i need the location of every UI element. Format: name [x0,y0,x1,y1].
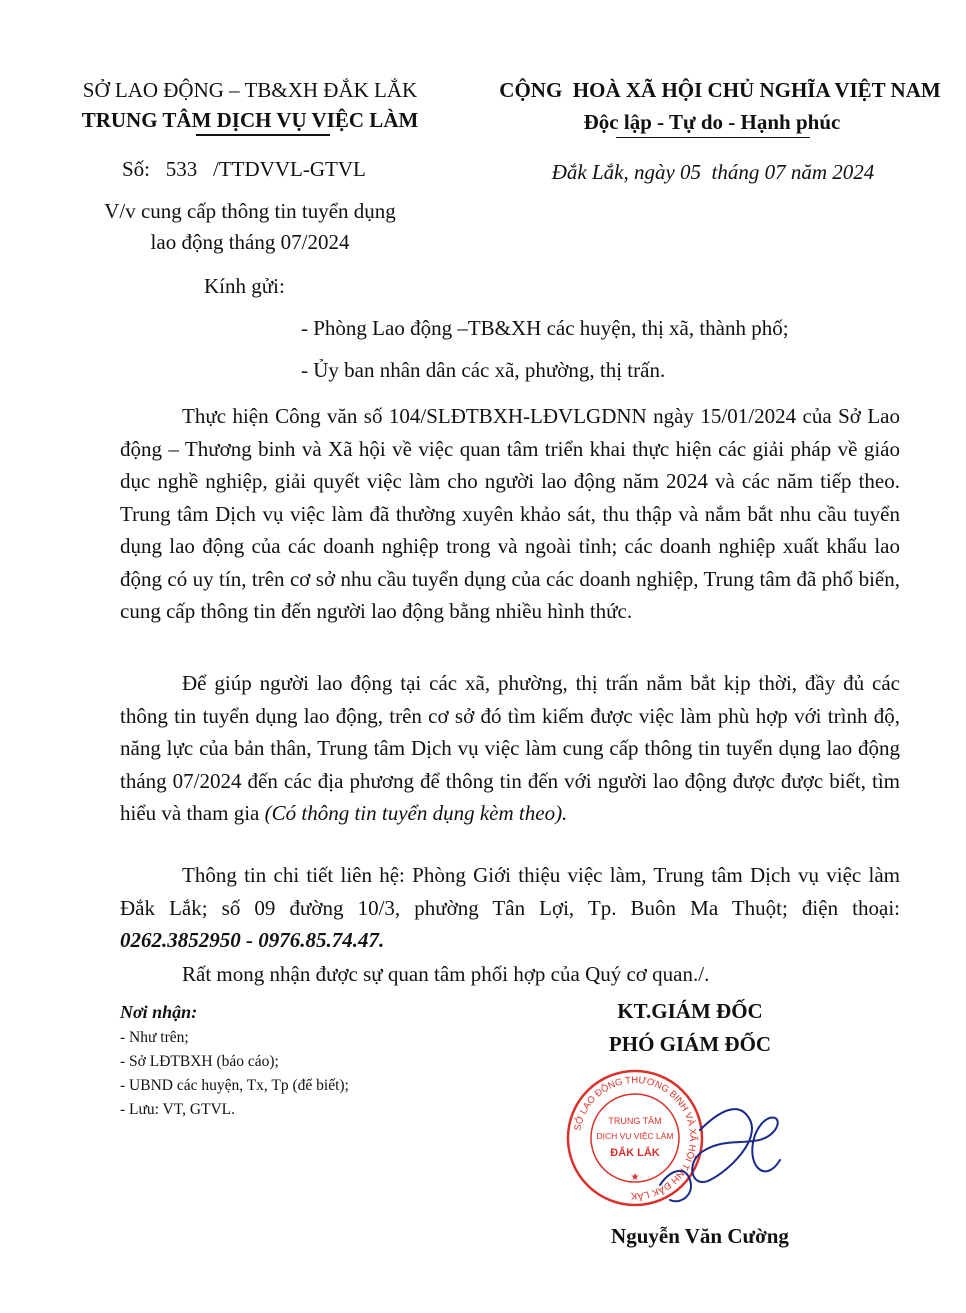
seal-text-2: DỊCH VỤ VIỆC LÀM [596,1131,674,1141]
signature-title-1: KT.GIÁM ĐỐC [617,999,763,1023]
handwritten-signature [590,1090,790,1220]
agency-name: SỞ LAO ĐỘNG – TB&XH ĐẮK LẮK [82,78,418,102]
signature-title-2: PHÓ GIÁM ĐỐC [608,1032,772,1056]
subject-line-1: V/v cung cấp thông tin tuyển dụng [104,199,396,223]
seal-text-3: ĐẮK LẮK [610,1147,660,1159]
recipient-item: - Lưu: VT, GTVL. [120,1101,236,1118]
body-paragraph-1: Thực hiện Công văn số 104/SLĐTBXH-LĐVLGDNN ngày 15/01/2024 của Sở Lao động – Thương binh và Xã hội về việc quan tâm triển khai thực hiện các giải pháp về giáo dục nghề nghiệp, giải quyết việc làm cho người lao động năm 2024 và các năm tiếp theo. Trung tâm Dịch vụ việc làm đã thường xuyên khảo sát, thu thập và nắm bắt nhu cầu tuyển dụng lao động của các doanh nghiệp trong và ngoài tỉnh; các doanh nghiệp xuất khẩu lao động có uy tín, trên cơ sở nhu cầu tuyển dụng của các doanh nghiệp, Trung tâm đã phổ biến, cung cấp thông tin đến người lao động bằng nhiều hình thức. [120,404,900,623]
motto-underline [616,137,810,138]
body-paragraph-2-text: Để giúp người lao động tại các xã, phường, thị trấn nắm bắt kịp thời, đầy đủ các thông tin tuyển dụng lao động, trên cơ sở đó tìm kiếm được việc làm phù hợp với trình độ, năng lực của bản thân, Trung tâm Dịch vụ việc làm cung cấp thông tin tuyển dụng lao động tháng 07/2024 đến các địa phương để thông tin đến với người lao động được được biết, tìm hiểu và tham gia [120,671,900,825]
national-title: CỘNG HOÀ XÃ HỘI CHỦ NGHĨA VIỆT NAM [499,78,941,102]
seal-text-1: TRUNG TÂM [608,1116,662,1126]
recipient-item: - Như trên; [120,1029,189,1046]
recipient-item: - Sở LĐTBXH (báo cáo); [120,1053,279,1070]
subject-line-2: lao động tháng 07/2024 [150,230,350,254]
seal-star-icon: ★ [630,1172,640,1183]
signer-name: Nguyễn Văn Cường [611,1224,789,1248]
body-paragraph-2-note: (Có thông tin tuyển dụng kèm theo). [264,801,568,825]
recipient-item: - UBND các huyện, Tx, Tp (để biết); [120,1077,349,1094]
center-name: TRUNG TÂM DỊCH VỤ VIỆC LÀM [81,108,419,132]
center-underline [196,134,330,136]
contact-phone: 0262.3852950 - 0976.85.74.47. [120,928,385,952]
body-paragraph-3 [120,859,900,957]
body-paragraph-2 [120,667,900,830]
document-number: Số: 533 /TTDVVL-GTVL [122,157,366,181]
addressee-2: - Ủy ban nhân dân các xã, phường, thị trấn. [301,358,666,382]
document-date: Đắk Lắk, ngày 05 tháng 07 năm 2024 [551,160,875,184]
seal-ring-text: SỞ LAO ĐỘNG THƯƠNG BINH VÀ XÃ HỘI TỈNH ĐẮK LẮK [572,1074,699,1202]
addressee-1: - Phòng Lao động –TB&XH các huyện, thị xã, thành phố; [301,316,789,340]
contact-text: Thông tin chi tiết liên hệ: Phòng Giới thiệu việc làm, Trung tâm Dịch vụ việc làm Đắk Lắk; số 09 đường 10/3, phường Tân Lợi, Tp. Buôn Ma Thuột; điện thoại: [120,863,900,920]
salutation: Kính gửi: [204,274,285,298]
recipients-list [120,1026,349,1122]
recipients-title: Nơi nhận: [120,1002,198,1022]
body-paragraph-4: Rất mong nhận được sự quan tâm phối hợp của Quý cơ quan./. [182,962,710,986]
national-motto: Độc lập - Tự do - Hạnh phúc [583,110,841,134]
